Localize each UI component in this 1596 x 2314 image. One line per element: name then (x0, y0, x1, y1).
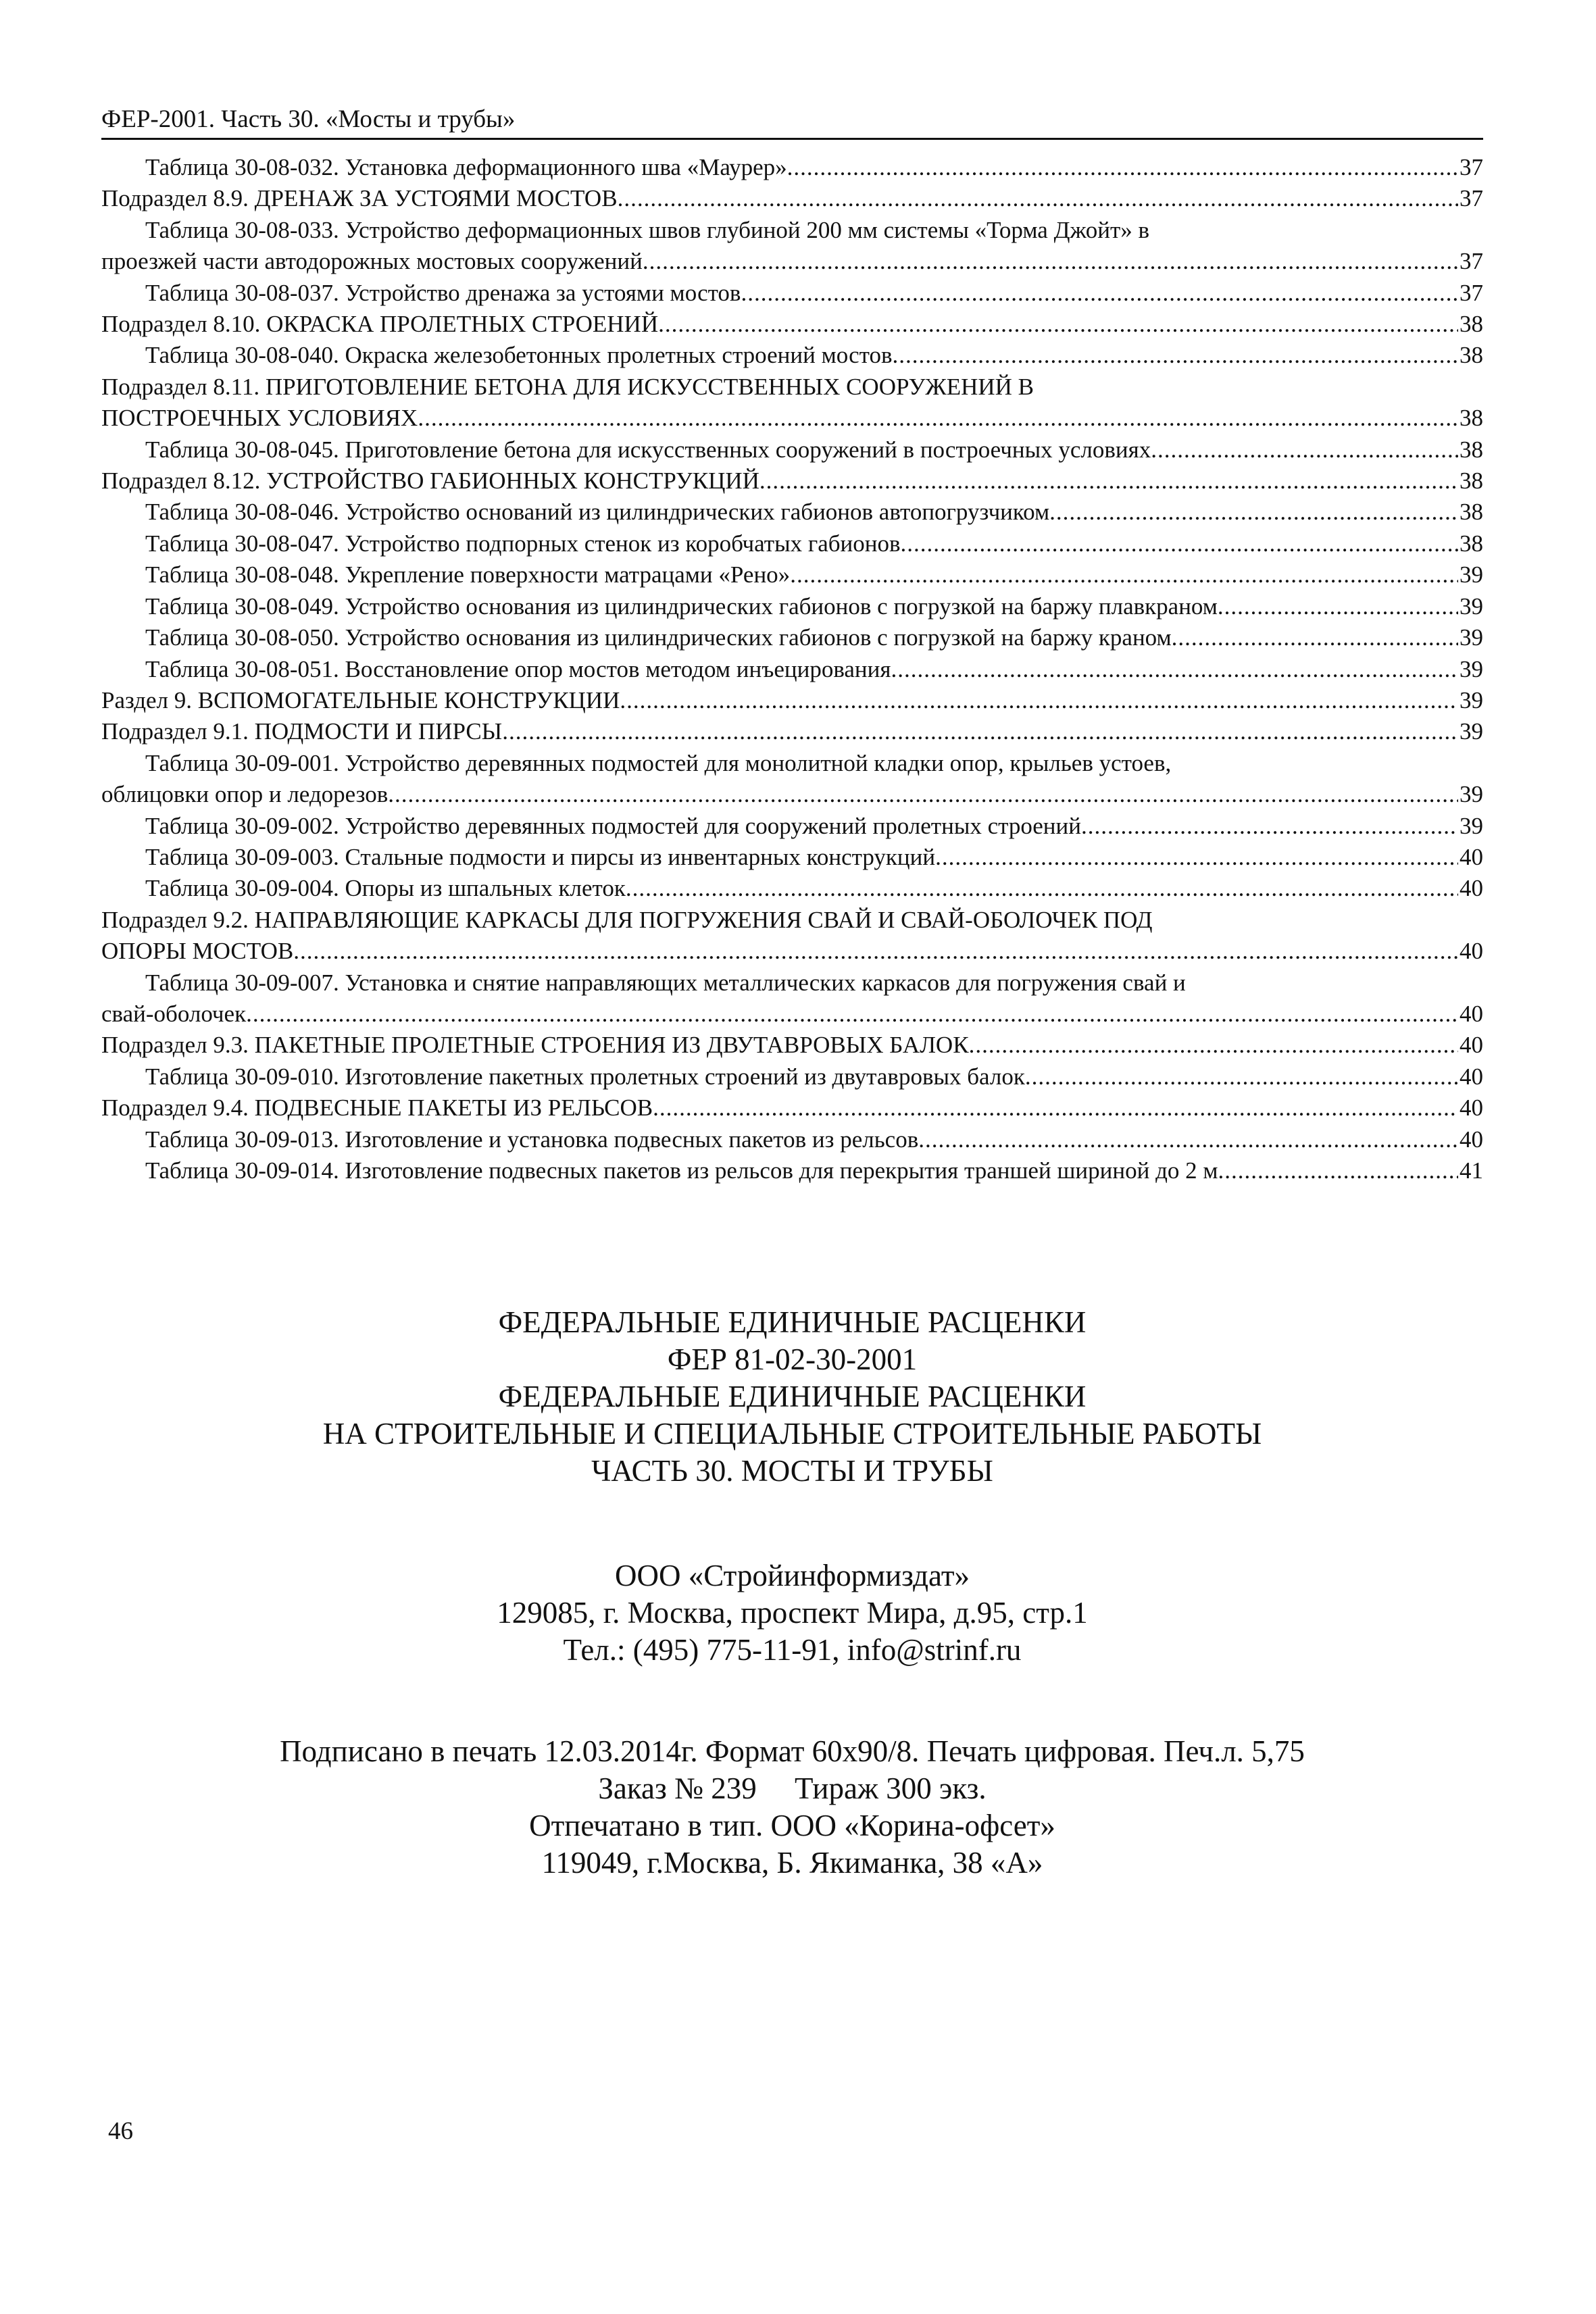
toc-entry-title: Раздел 9. ВСПОМОГАТЕЛЬНЫЕ КОНСТРУКЦИИ (101, 686, 620, 713)
toc-entry-title: Таблица 30-08-049. Устройство основания из цилиндрических габионов с погрузкой на баржу плавкраном (145, 593, 1218, 620)
toc-entry-title: Таблица 30-09-010. Изготовление пакетных пролетных строений из двутавровых балок (145, 1063, 1025, 1090)
toc-table-entry[interactable] (101, 622, 1483, 653)
toc-entry-title: Таблица 30-09-003. Стальные подмости и пирсы из инвентарных конструкций (145, 843, 936, 870)
toc-entry-title: Подраздел 9.1. ПОДМОСТИ И ПИРСЫ (101, 718, 503, 745)
toc-page-number: 38 (1460, 342, 1483, 369)
dot-leader (901, 528, 1458, 559)
dot-leader (1172, 622, 1458, 653)
toc-page-number: 37 (1460, 185, 1483, 212)
dot-leader (790, 559, 1458, 590)
toc-page-number: 38 (1460, 311, 1483, 338)
toc-entry-title: Таблица 30-08-037. Устройство дренажа за устоями мостов (145, 279, 741, 306)
toc-entry-title: Подраздел 9.4. ПОДВЕСНЫЕ ПАКЕТЫ ИЗ РЕЛЬСОВ (101, 1095, 653, 1122)
dot-leader (502, 716, 1458, 747)
toc-entry-title: Подраздел 8.10. ОКРАСКА ПРОЛЕТНЫХ СТРОЕНИЙ (101, 311, 659, 338)
toc-entry-first-line: Подраздел 8.11. ПРИГОТОВЛЕНИЕ БЕТОНА ДЛЯ ИСКУССТВЕННЫХ СООРУЖЕНИЙ В (101, 373, 1034, 400)
title-line: ФЕДЕРАЛЬНЫЕ ЕДИНИЧНЫЕ РАСЦЕНКИ (498, 1305, 1087, 1339)
toc-page-number: 39 (1460, 718, 1483, 745)
toc-table-entry[interactable] (101, 654, 1483, 685)
toc-table-entry[interactable] (101, 340, 1483, 371)
toc-table-entry[interactable] (101, 152, 1483, 183)
publisher-name: ООО «Стройинформиздат» (615, 1559, 970, 1592)
toc-table-entry[interactable] (101, 497, 1483, 528)
order-line: Заказ № 239 Тираж 300 экз. (598, 1771, 987, 1805)
dot-leader (787, 152, 1458, 183)
dot-leader (658, 309, 1458, 340)
dot-leader (1049, 497, 1458, 528)
toc-table-entry[interactable] (101, 434, 1483, 466)
dot-leader (293, 936, 1458, 967)
toc-page-number: 40 (1460, 875, 1483, 902)
publisher-address: 129085, г. Москва, проспект Мира, д.95, стр.1 (497, 1596, 1088, 1630)
toc-entry-title: проезжей части автодорожных мостовых сооружений (101, 248, 643, 275)
toc-table-entry[interactable] (101, 246, 1483, 277)
publisher-contacts: Тел.: (495) 775-11-91, info@strinf.ru (563, 1633, 1022, 1667)
toc-page-number: 39 (1460, 655, 1483, 682)
toc-page-number: 40 (1460, 938, 1483, 965)
toc-table-entry[interactable] (101, 591, 1483, 622)
toc-page-number: 39 (1460, 812, 1483, 839)
dot-leader (1218, 591, 1458, 622)
toc-entry-title: Подраздел 9.3. ПАКЕТНЫЕ ПРОЛЕТНЫЕ СТРОЕНИЯ ИЗ ДВУТАВРОВЫХ БАЛОК (101, 1032, 969, 1059)
toc-page-number: 39 (1460, 593, 1483, 620)
toc-page-number: 37 (1460, 248, 1483, 275)
toc-section-entry[interactable] (101, 183, 1483, 214)
toc-section-entry[interactable] (101, 685, 1483, 716)
title-line: ФЕДЕРАЛЬНЫЕ ЕДИНИЧНЫЕ РАСЦЕНКИ (498, 1380, 1087, 1413)
dot-leader (1218, 1155, 1458, 1186)
toc-page-number: 40 (1460, 1126, 1483, 1153)
toc-entry-title: ОПОРЫ МОСТОВ (101, 938, 294, 965)
toc-entry-first-line: Таблица 30-09-001. Устройство деревянных подмостей для монолитной кладки опор, крыльев устоев, (145, 749, 1172, 776)
toc-entry-title: Таблица 30-09-013. Изготовление и установка подвесных пакетов из рельсов (145, 1126, 919, 1153)
toc-entry-title: Таблица 30-09-014. Изготовление подвесных пакетов из рельсов для перекрытия траншей шириной до 2 м (145, 1157, 1218, 1184)
dot-leader (388, 779, 1458, 810)
page-number: 46 (108, 2117, 133, 2145)
toc-page-number: 38 (1460, 405, 1483, 432)
toc-entry-first-line: Подраздел 9.2. НАПРАВЛЯЮЩИЕ КАРКАСЫ ДЛЯ ПОГРУЖЕНИЯ СВАЙ И СВАЙ-ОБОЛОЧЕК ПОД (101, 906, 1153, 933)
toc-table-entry[interactable] (101, 1124, 1483, 1155)
dot-leader (1151, 434, 1458, 466)
toc-section-entry[interactable] (101, 1092, 1483, 1124)
dot-leader (741, 278, 1458, 309)
toc-entry-title: свай-оболочек (101, 1000, 247, 1027)
toc-table-entry[interactable] (101, 842, 1483, 873)
toc-entry-title: Подраздел 8.9. ДРЕНАЖ ЗА УСТОЯМИ МОСТОВ (101, 185, 618, 212)
toc-entry-title: Таблица 30-08-051. Восстановление опор мостов методом инъецирования (145, 655, 891, 682)
toc-page-number: 37 (1460, 154, 1483, 180)
dot-leader (643, 246, 1458, 277)
toc-page-number: 38 (1460, 530, 1483, 557)
toc-page-number: 40 (1460, 1063, 1483, 1090)
toc-page-number: 39 (1460, 781, 1483, 808)
toc-entry-title: Таблица 30-08-032. Установка деформационного шва «Маурер» (145, 154, 787, 180)
toc-table-entry[interactable] (101, 811, 1483, 842)
toc-table-entry[interactable] (101, 1155, 1483, 1186)
toc-entry-title: ПОСТРОЕЧНЫХ УСЛОВИЯХ (101, 405, 418, 432)
dot-leader (1081, 811, 1458, 842)
dot-leader (969, 1030, 1458, 1061)
toc-page-number: 40 (1460, 1032, 1483, 1059)
toc-entry-title: Таблица 30-08-040. Окраска железобетонных пролетных строений мостов (145, 342, 893, 369)
toc-entry-title: Таблица 30-08-045. Приготовление бетона для искусственных сооружений в построечных условиях (145, 436, 1151, 463)
toc-entry-first-line: Таблица 30-09-007. Установка и снятие направляющих металлических каркасов для погружения свай и (145, 969, 1186, 996)
dot-leader (918, 1124, 1458, 1155)
title-line: НА СТРОИТЕЛЬНЫЕ И СПЕЦИАЛЬНЫЕ СТРОИТЕЛЬНЫЕ РАБОТЫ (322, 1417, 1262, 1451)
toc-page-number: 41 (1460, 1157, 1483, 1184)
dot-leader (935, 842, 1458, 873)
toc-page-number: 37 (1460, 279, 1483, 306)
print-signed-line: Подписано в печать 12.03.2014г. Формат 60х90/8. Печать цифровая. Печ.л. 5,75 (280, 1734, 1305, 1768)
dot-leader (620, 685, 1458, 716)
toc-section-entry[interactable] (101, 309, 1483, 340)
toc-table-entry[interactable] (101, 559, 1483, 590)
print-info (101, 1733, 1483, 1882)
title-line: ЧАСТЬ 30. МОСТЫ И ТРУБЫ (591, 1454, 993, 1488)
toc-section-entry[interactable] (101, 466, 1483, 497)
toc-table-entry[interactable] (101, 873, 1483, 904)
toc-page-number: 40 (1460, 1000, 1483, 1027)
dot-leader (759, 466, 1458, 497)
toc-table-entry[interactable] (101, 1061, 1483, 1092)
dot-leader (1025, 1061, 1458, 1092)
table-of-contents (101, 152, 1483, 1186)
toc-entry-first-line: Таблица 30-08-033. Устройство деформационных швов глубиной 200 мм системы «Торма Джойт» в (145, 216, 1150, 243)
toc-table-entry[interactable] (101, 779, 1483, 810)
toc-page-number: 38 (1460, 436, 1483, 463)
dot-leader (653, 1092, 1458, 1124)
running-header: ФЕР-2001. Часть 30. «Мосты и трубы» (101, 104, 1483, 140)
toc-table-entry[interactable] (101, 528, 1483, 559)
toc-section-entry[interactable] (101, 716, 1483, 747)
toc-entry-title: Таблица 30-08-046. Устройство оснований из цилиндрических габионов автопогрузчиком (145, 499, 1050, 526)
dot-leader (891, 654, 1459, 685)
toc-entry-title: Таблица 30-09-002. Устройство деревянных подмостей для сооружений пролетных строений (145, 812, 1081, 839)
toc-section-entry[interactable] (101, 1030, 1483, 1061)
publisher-info (101, 1557, 1483, 1669)
printer-address: 119049, г.Москва, Б. Якиманка, 38 «А» (541, 1846, 1043, 1880)
document-title (101, 1304, 1483, 1490)
toc-page-number: 39 (1460, 624, 1483, 651)
dot-leader (418, 403, 1458, 434)
dot-leader (246, 999, 1458, 1030)
toc-entry-title: Таблица 30-08-048. Укрепление поверхности матрацами «Рено» (145, 561, 791, 588)
dot-leader (626, 873, 1458, 904)
dot-leader (893, 340, 1459, 371)
printer-line: Отпечатано в тип. ООО «Корина-офсет» (529, 1809, 1055, 1842)
toc-page-number: 39 (1460, 686, 1483, 713)
toc-page-number: 39 (1460, 561, 1483, 588)
toc-page-number: 38 (1460, 499, 1483, 526)
toc-entry-title: Таблица 30-08-050. Устройство основания из цилиндрических габионов с погрузкой на баржу краном (145, 624, 1172, 651)
title-line: ФЕР 81-02-30-2001 (667, 1342, 918, 1376)
toc-entry-title: облицовки опор и ледорезов (101, 781, 389, 808)
dot-leader (618, 183, 1458, 214)
toc-page-number: 40 (1460, 843, 1483, 870)
imprint-block (101, 1304, 1483, 1882)
toc-table-entry[interactable] (101, 999, 1483, 1030)
toc-table-entry[interactable] (101, 278, 1483, 309)
toc-section-entry[interactable] (101, 403, 1483, 434)
toc-section-entry[interactable] (101, 936, 1483, 967)
toc-page-number: 38 (1460, 468, 1483, 495)
toc-entry-title: Таблица 30-09-004. Опоры из шпальных клеток (145, 875, 626, 902)
toc-entry-title: Таблица 30-08-047. Устройство подпорных стенок из коробчатых габионов (145, 530, 901, 557)
toc-entry-title: Подраздел 8.12. УСТРОЙСТВО ГАБИОННЫХ КОНСТРУКЦИЙ (101, 468, 759, 495)
toc-page-number: 40 (1460, 1095, 1483, 1122)
